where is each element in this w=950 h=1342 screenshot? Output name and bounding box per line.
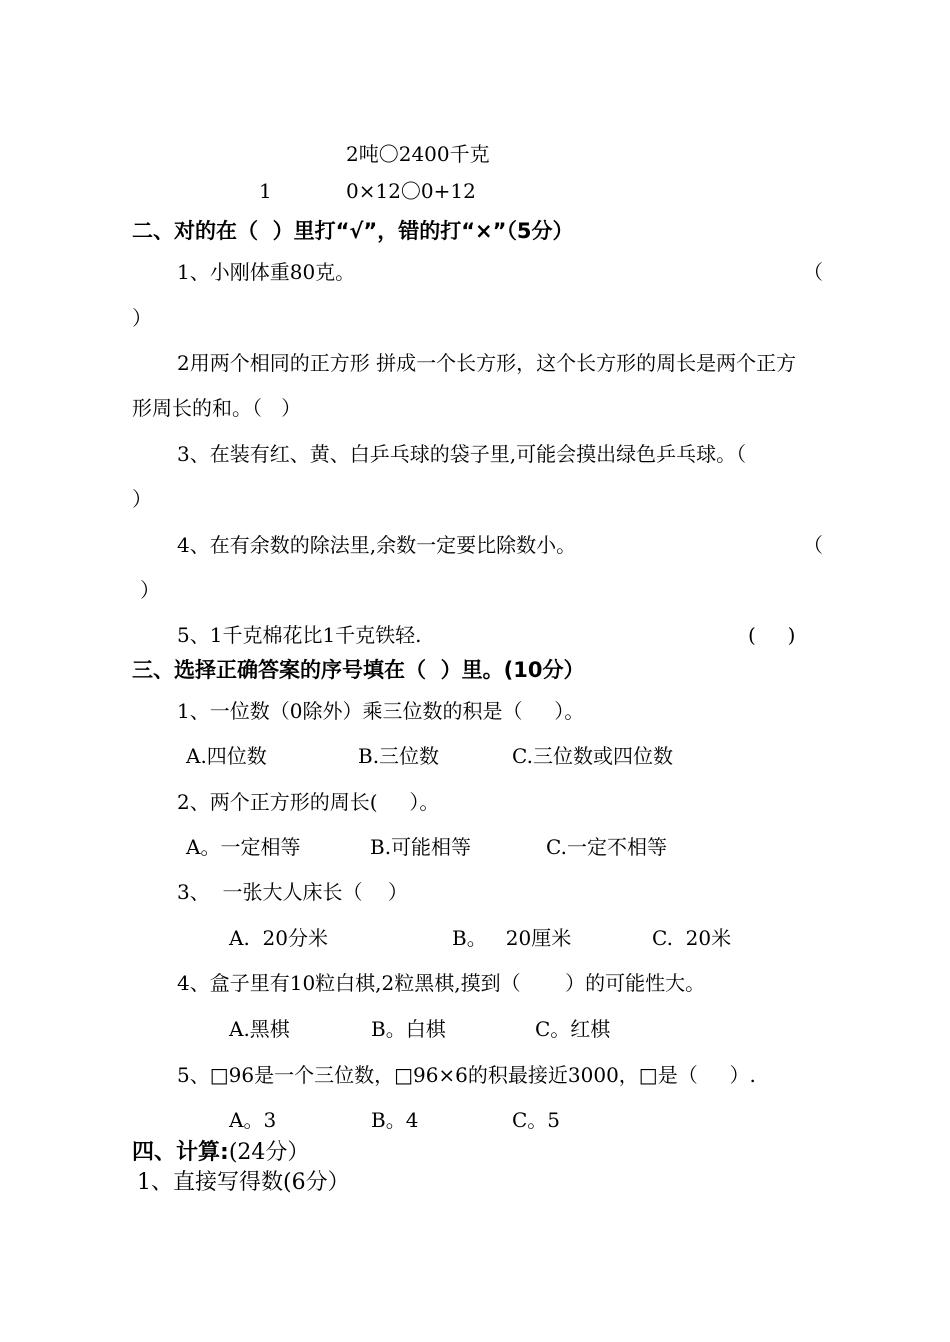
- section-4-heading-rest: (24分）: [228, 1140, 310, 1165]
- mc-question-1: 1、一位数（0除外）乘三位数的积是（ ）。: [177, 699, 585, 723]
- section-4-heading-bold: 四、计算:: [132, 1140, 229, 1165]
- tf-question-3: 3、在装有红、黄、白乒乓球的袋子里,可能会摸出绿色乒乓球。（: [177, 442, 747, 466]
- section-2-heading: 二、对的在（ ）里打“√”，错的打“×”（5分）: [132, 219, 574, 243]
- mc-question-5: 5、□96是一个三位数，□96×6的积最接近3000，□是（ ）.: [177, 1063, 756, 1087]
- tf-question-4-paren-close: ）: [140, 578, 160, 602]
- tf-question-5-paren: ( ): [748, 623, 796, 647]
- tf-question-4: 4、在有余数的除法里,余数一定要比除数小。: [177, 533, 577, 557]
- compare-line-1: 2吨〇2400千克: [346, 142, 490, 166]
- mc-q1-option-b: B.三位数: [358, 744, 440, 768]
- mc-q2-option-c: C.一定不相等: [546, 835, 667, 859]
- mc-q2-option-a: A。一定相等: [186, 835, 301, 859]
- mc-question-3: 3、 一张大人床长（ ）: [177, 880, 408, 904]
- section-4-heading: [132, 1142, 309, 1164]
- mc-question-2: 2、两个正方形的周长( ）。: [177, 790, 440, 814]
- mc-q3-option-c: C. 20米: [652, 926, 732, 950]
- mc-q1-option-a: A.四位数: [186, 744, 267, 768]
- tf-question-1-paren-open: （: [803, 260, 823, 284]
- mc-q5-option-c: C。5: [512, 1108, 561, 1132]
- calc-subsection-1: 1、直接写得数(6分）: [137, 1170, 350, 1195]
- mc-q5-option-a: A。3: [229, 1108, 277, 1132]
- tf-question-2-line-2: 形周长的和。（ ）: [132, 396, 302, 420]
- mc-q1-option-c: C.三位数或四位数: [512, 744, 673, 768]
- mc-question-4: 4、盒子里有10粒白棋,2粒黑棋,摸到（ ）的可能性大。: [177, 971, 706, 995]
- mc-q4-option-a: A.黑棋: [229, 1017, 290, 1041]
- mc-q3-option-a: A. 20分米: [229, 926, 328, 950]
- mc-q2-option-b: B.可能相等: [370, 835, 472, 859]
- tf-question-1: 1、小刚体重80克。: [177, 260, 356, 284]
- mc-q5-option-b: B。4: [371, 1108, 419, 1132]
- mc-q3-option-b: B。 20厘米: [452, 926, 572, 950]
- section-3-heading: 三、选择正确答案的序号填在（ ）里。(10分）: [132, 658, 585, 682]
- compare-line-2-right: 0×12〇0+12: [346, 179, 476, 203]
- mc-q4-option-b: B。白棋: [371, 1017, 446, 1041]
- compare-line-2-left: 1: [259, 179, 272, 203]
- tf-question-3-paren-close: ）: [132, 487, 152, 511]
- mc-q4-option-c: C。红棋: [535, 1017, 611, 1041]
- tf-question-5: 5、1千克棉花比1千克铁轻.: [177, 623, 422, 647]
- tf-question-2-line-1: 2用两个相同的正方形 拼成一个长方形，这个长方形的周长是两个正方: [177, 351, 797, 375]
- tf-question-4-paren-open: （: [803, 533, 823, 557]
- tf-question-1-paren-close: ）: [132, 306, 152, 330]
